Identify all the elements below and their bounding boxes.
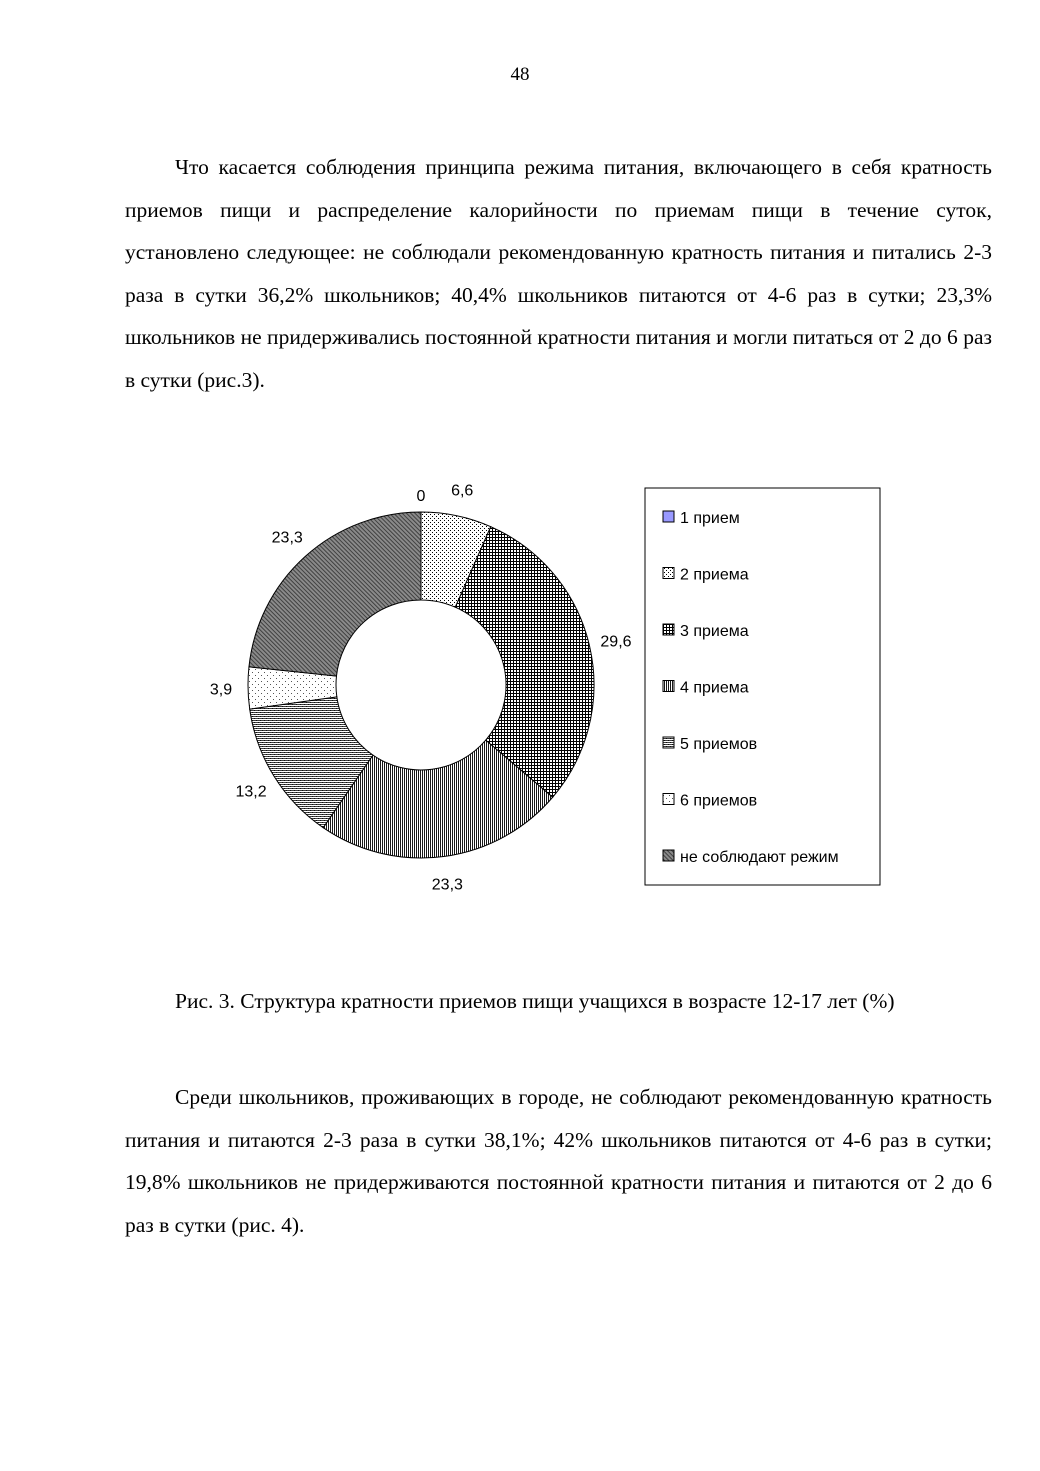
legend-label-5: 5 приемов	[680, 736, 758, 753]
data-label-7: 23,3	[271, 529, 303, 547]
figure-caption: Рис. 3. Структура кратности приемов пищи учащихся в возрасте 12-17 лет (%)	[175, 989, 895, 1013]
legend-label-6: 6 приемов	[680, 792, 758, 810]
page-number: 48	[510, 64, 530, 85]
paragraph-intro: Что касается соблюдения принципа режима питания, включающего в себя кратность приемов пищи и распределение калорийности по приемам пищи в течение суток, установлено следующее: не соблюдали рекомендованную кратность питания и питались 2-3 раза в сутки 36,2% школьников; 40,4% школьников питаются от 4-6 раз в сутки; 23,3% школьников не придерживались постоянной кратности питания и могли питаться от 2 до 6 раз в сутки (рис.3).	[125, 155, 992, 392]
data-label-1: 0	[416, 488, 426, 505]
legend-swatch-2	[663, 568, 674, 579]
legend-label-7: не соблюдают режим	[680, 849, 839, 866]
legend-swatch-7	[663, 850, 674, 861]
chart-slices	[248, 512, 594, 858]
legend-label-3: 3 приема	[680, 623, 749, 640]
legend-swatch-5	[663, 737, 674, 748]
legend-label-4: 4 приема	[680, 679, 749, 697]
chart-legend	[645, 488, 880, 885]
legend-swatch-1	[663, 511, 674, 522]
legend-label-2: 2 приема	[680, 566, 749, 584]
paragraph-city: Среди школьников, проживающих в городе, не соблюдают рекомендованную кратность питания и питаются 2-3 раза в сутки 38,1%; 42% школьников питаются от 4-6 раз в сутки; 19,8% школьников не придерживаются постоянной кратности питания и питаются от 2 до 6 раз в сутки (рис. 4).	[125, 1085, 992, 1237]
data-label-5: 13,2	[235, 783, 267, 801]
legend-swatch-4	[663, 681, 674, 692]
data-label-2: 6,6	[451, 482, 474, 500]
data-label-3: 29,6	[600, 633, 632, 651]
legend-swatch-6	[663, 794, 674, 805]
data-label-4: 23,3	[431, 876, 463, 894]
legend-swatch-3	[663, 624, 674, 635]
data-label-6: 3,9	[209, 681, 233, 699]
legend-label-1: 1 прием	[680, 510, 740, 527]
